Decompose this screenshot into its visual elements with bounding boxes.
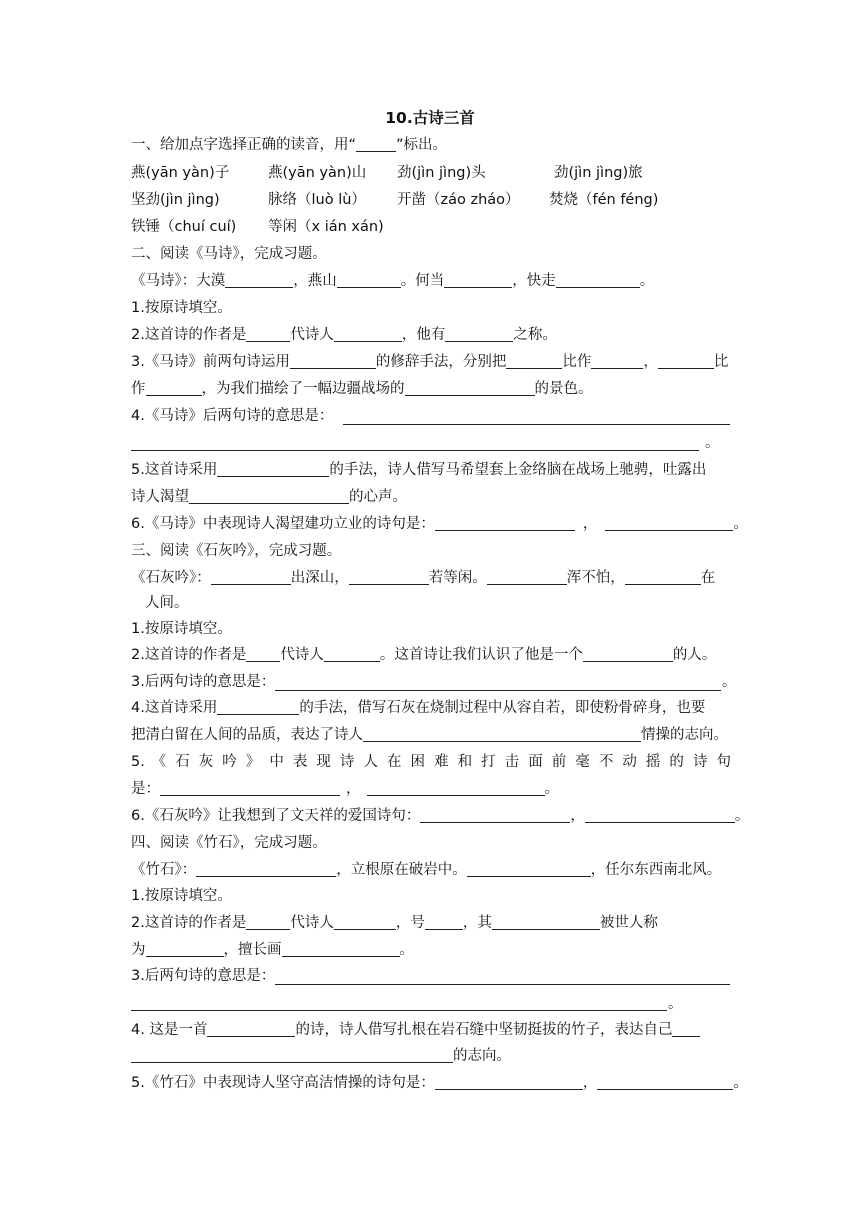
answer-blank[interactable] — [146, 941, 224, 957]
answer-blank[interactable] — [217, 461, 329, 477]
pinyin-choice[interactable]: 脉络（luò lù） — [268, 192, 366, 208]
pinyin-choice[interactable]: 焚烧（fén féng) — [549, 192, 659, 208]
answer-blank[interactable] — [591, 353, 643, 369]
answer-blank[interactable] — [672, 1021, 700, 1037]
section3-heading: 三、阅读《石灰吟》，完成习题。 — [131, 543, 342, 559]
answer-blank[interactable] — [597, 1074, 733, 1090]
answer-blank[interactable] — [196, 861, 336, 877]
answer-blank[interactable] — [506, 353, 562, 369]
question: 是： ， 。 — [131, 781, 559, 797]
answer-blank[interactable] — [131, 1047, 453, 1063]
question: 4.这首诗采用 的手法，借写石灰在烧制过程中从容自若，即使粉骨碎身，也要 — [131, 700, 706, 716]
answer-blank[interactable] — [445, 326, 513, 342]
pinyin-choice[interactable]: 燕(yān yàn)子 — [131, 165, 230, 181]
answer-blank[interactable] — [225, 272, 293, 288]
question: 1.按原诗填空。 — [131, 621, 232, 637]
answer-blank[interactable] — [492, 914, 600, 930]
pinyin-choice[interactable]: 坚劲(jìn jìng) — [131, 192, 220, 208]
answer-line[interactable] — [131, 1010, 667, 1011]
question: 2.这首诗的作者是 代诗人 。这首诗让我们认识了他是一个 的人。 — [131, 647, 717, 663]
answer-blank[interactable] — [217, 699, 299, 715]
question: 3.后两句诗的意思是： — [131, 968, 276, 984]
pinyin-choice[interactable]: 铁锤（chuí cuí) — [131, 219, 237, 235]
question: 为 ，擅长画 。 — [131, 942, 414, 958]
answer-line[interactable] — [275, 984, 730, 985]
answer-blank[interactable] — [246, 646, 280, 662]
answer-blank[interactable] — [556, 272, 640, 288]
period: 。 — [705, 435, 720, 451]
question: 4.《马诗》后两句诗的意思是： — [131, 408, 334, 424]
answer-blank[interactable] — [658, 353, 714, 369]
question: 诗人渴望 的心声。 — [131, 489, 407, 505]
question: 3.后两句诗的意思是： — [131, 674, 276, 690]
pinyin-choice[interactable]: 劲(jìn jìng)头 — [397, 165, 486, 181]
answer-blank[interactable] — [425, 914, 463, 930]
answer-blank[interactable] — [435, 1074, 583, 1090]
question: 2.这首诗的作者是 代诗人 ，号 ，其 被世人称 — [131, 915, 658, 931]
answer-blank[interactable] — [435, 515, 575, 531]
pinyin-choice[interactable]: 开凿（záo zháo） — [397, 192, 520, 208]
answer-blank[interactable] — [282, 941, 400, 957]
question: 作 ，为我们描绘了一幅边疆战场的 的景色。 — [131, 381, 593, 397]
shihuiyin-poem-line: 《石灰吟》： 出深山， 若等闲。 浑不怕， 在 — [131, 570, 716, 586]
question: 5.《竹石》中表现诗人坚守高洁情操的诗句是： ， 。 — [131, 1075, 748, 1091]
question: 2.这首诗的作者是 代诗人 ，他有 之称。 — [131, 327, 557, 343]
answer-blank[interactable] — [160, 780, 340, 796]
answer-line[interactable] — [275, 690, 721, 691]
answer-blank[interactable] — [337, 272, 401, 288]
answer-line[interactable] — [343, 424, 730, 425]
answer-blank[interactable] — [334, 326, 402, 342]
answer-blank[interactable] — [605, 515, 733, 531]
answer-blank[interactable] — [405, 380, 535, 396]
question: 1.按原诗填空。 — [131, 300, 232, 316]
question: 把清白留在人间的品质，表达了诗人 情操的志向。 — [131, 727, 728, 743]
section1-heading: 一、给加点字选择正确的读音，用“ ”标出。 — [131, 137, 448, 153]
answer-blank[interactable] — [246, 326, 290, 342]
question: 4. 这是一首 的诗，诗人借写扎根在岩石缝中坚韧挺拔的竹子，表达自己 — [131, 1020, 731, 1040]
question: 6.《马诗》中表现诗人渴望建功立业的诗句是： ， 。 — [131, 516, 748, 532]
answer-blank[interactable] — [625, 569, 701, 585]
answer-blank[interactable] — [367, 780, 545, 796]
answer-blank[interactable] — [349, 569, 429, 585]
question: 的志向。 — [131, 1046, 731, 1066]
section4-heading: 四、阅读《竹石》，完成习题。 — [131, 835, 327, 851]
pinyin-choice[interactable]: 燕(yān yàn)山 — [268, 165, 367, 181]
poem-continuation: 人间。 — [145, 595, 189, 611]
answer-blank[interactable] — [290, 353, 376, 369]
answer-blank[interactable] — [363, 726, 641, 742]
answer-blank[interactable] — [246, 914, 290, 930]
question: 1.按原诗填空。 — [131, 888, 232, 904]
answer-blank[interactable] — [334, 914, 396, 930]
answer-blank[interactable] — [356, 136, 396, 152]
answer-blank[interactable] — [444, 272, 512, 288]
question: 3.《马诗》前两句诗运用 的修辞手法，分别把 比作 ， 比 — [131, 354, 729, 370]
page-title: 10.古诗三首 — [385, 109, 475, 127]
answer-blank[interactable] — [420, 807, 570, 823]
zhushi-poem-line: 《竹石》： ，立根原在破岩中。 ，任尔东西南北风。 — [131, 862, 722, 878]
pinyin-choice[interactable]: 劲(jìn jìng)旅 — [554, 165, 643, 181]
question: 6.《石灰吟》让我想到了文天祥的爱国诗句： ， 。 — [131, 808, 750, 824]
answer-blank[interactable] — [189, 488, 349, 504]
answer-blank[interactable] — [207, 1021, 295, 1037]
period: 。 — [668, 996, 683, 1012]
answer-blank[interactable] — [324, 646, 380, 662]
answer-blank[interactable] — [211, 569, 291, 585]
answer-blank[interactable] — [146, 380, 202, 396]
answer-blank[interactable] — [467, 861, 591, 877]
question: 5. 《 石 灰 吟 》 中 表 现 诗 人 在 困 难 和 打 击 面 前 毫 不 动 摇 的 诗 句 — [131, 754, 731, 770]
answer-blank[interactable] — [585, 807, 735, 823]
ma-poem-line: 《马诗》：大漠 ，燕山 。何当 ，快走 。 — [131, 273, 655, 289]
period: 。 — [722, 674, 737, 690]
section2-heading: 二、阅读《马诗》，完成习题。 — [131, 246, 327, 262]
pinyin-choice[interactable]: 等闲（x ián xán) — [268, 219, 384, 235]
answer-line[interactable] — [131, 450, 699, 451]
answer-blank[interactable] — [583, 646, 673, 662]
answer-blank[interactable] — [487, 569, 567, 585]
question: 5.这首诗采用 的手法，诗人借写马希望套上金络脑在战场上驰骋，吐露出 — [131, 462, 707, 478]
